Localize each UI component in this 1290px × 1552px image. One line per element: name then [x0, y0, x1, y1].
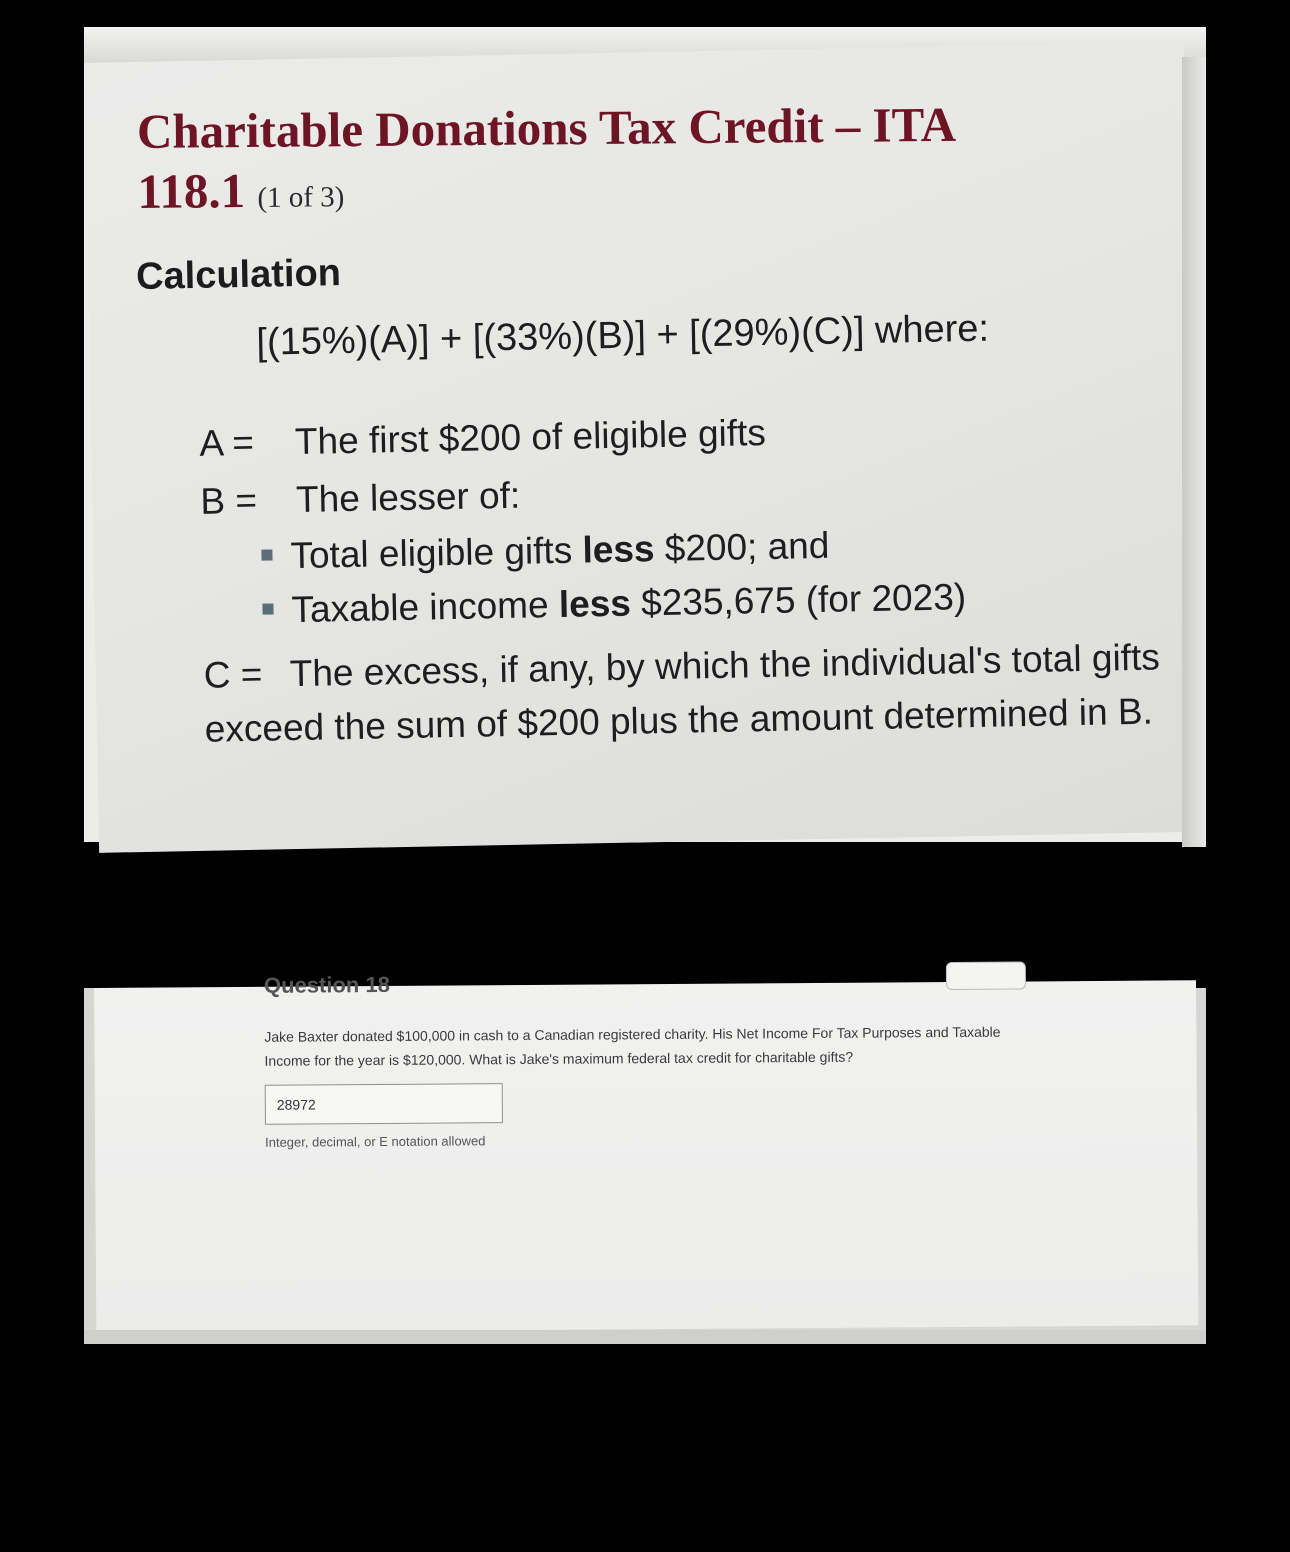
question-text: Jake Baxter donated $100,000 in cash to a Canadian registered charity. His Net Income For Tax Purposes and Taxable Income for the year is $120,000. What is Jake's maximum federal tax credit for charitable gifts?: [264, 1023, 1001, 1069]
question-panel: [94, 971, 1198, 1333]
photo-bottom-edge: [84, 1330, 1206, 1344]
formula: [(15%)(A)] + [(33%)(B)] + [(29%)(C)] where:: [255, 307, 990, 364]
bullet-item: Taxable income less $235,675 (for 2023): [262, 576, 966, 632]
definition-text: The lesser of:: [295, 474, 521, 521]
question-top-button[interactable]: [946, 961, 1026, 990]
question-heading: Question 18: [263, 971, 390, 998]
slide-title-line2: 118.1: [137, 163, 246, 219]
answer-input[interactable]: [265, 1083, 503, 1125]
square-bullet-icon: [262, 603, 273, 614]
definition-key: C =: [203, 653, 263, 696]
bullet-item: Total eligible gifts less $200; and: [261, 525, 830, 578]
definition-text: The first $200 of eligible gifts: [294, 411, 767, 463]
slide-photo: [84, 27, 1206, 842]
definition-key: A =: [198, 421, 255, 464]
definition-text: The excess, if any, by which the individual's total gifts exceed the sum of $200 plus the amount determined in B.: [204, 636, 1161, 750]
section-heading: Calculation: [135, 252, 342, 299]
definition-c: [203, 630, 1165, 756]
definitions: [198, 404, 1161, 750]
definition-b: [200, 475, 521, 523]
slide-title: [137, 94, 1038, 229]
slide: [84, 42, 1199, 853]
question-photo: [84, 971, 1206, 1344]
answer-hint: Integer, decimal, or E notation allowed: [265, 1133, 486, 1150]
definition-key: B =: [200, 479, 258, 522]
slide-page-indicator: (1 of 3): [257, 181, 345, 214]
definition-a: [199, 412, 766, 465]
slide-edge: [1182, 57, 1206, 847]
square-bullet-icon: [261, 549, 272, 560]
slide-title-line1: Charitable Donations Tax Credit – ITA: [136, 96, 957, 159]
